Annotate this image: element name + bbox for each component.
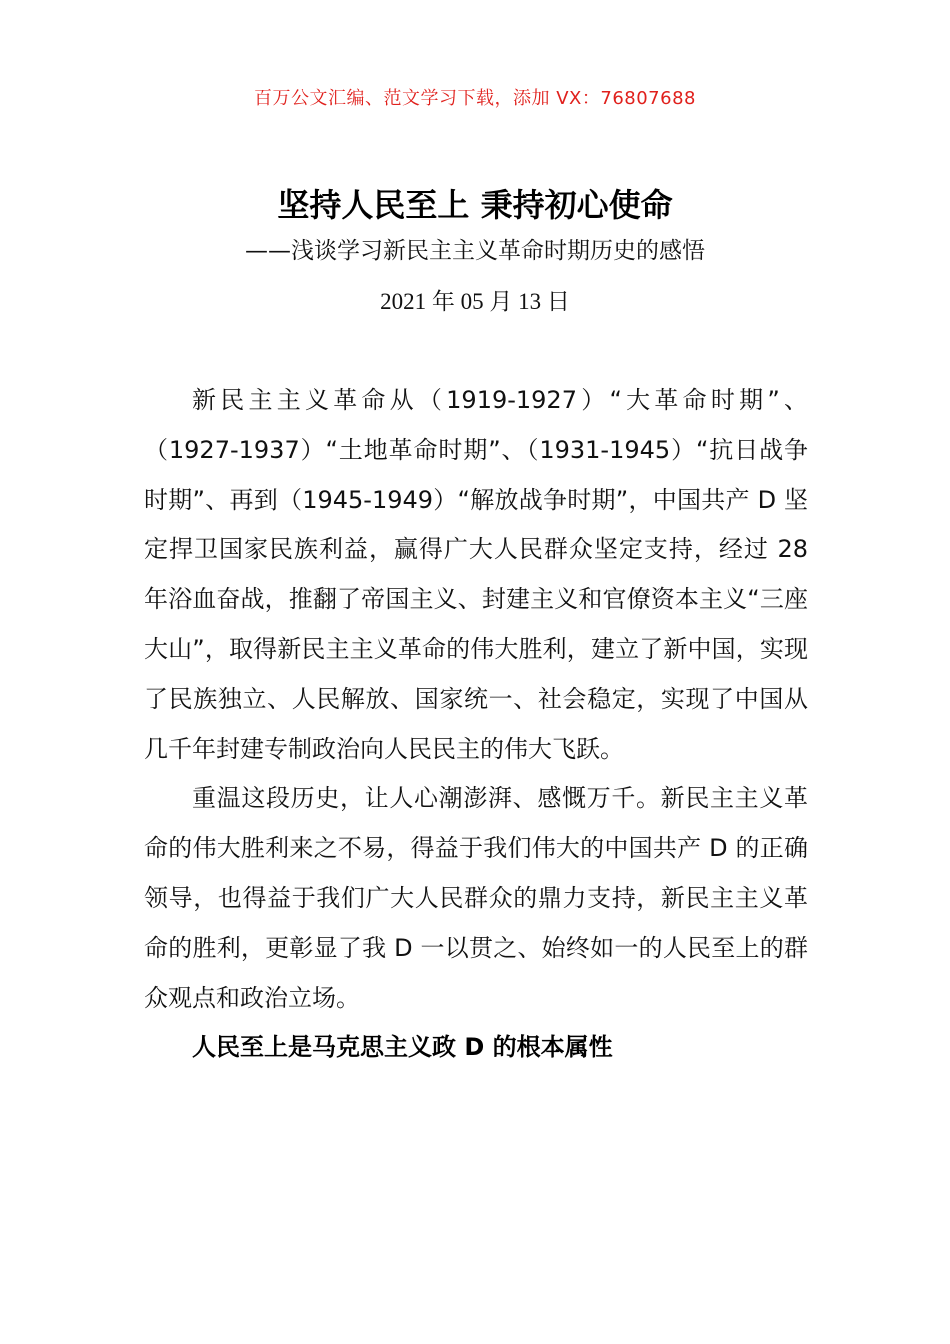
document-date: 2021 年 05 月 13 日 — [380, 289, 570, 314]
document-subtitle: ——浅谈学习新民主主义革命时期历史的感悟 — [245, 238, 705, 264]
document-body — [144, 376, 808, 1073]
header-note: 百万公文汇编、范文学习下载，添加 VX：76807688 — [254, 88, 696, 109]
section-heading: 人民至上是马克思主义政 D 的根本属性 — [192, 1033, 613, 1062]
document-title: 坚持人民至上 秉持初心使命 — [277, 186, 673, 224]
paragraph-2: 重温这段历史，让人心潮澎湃、感慨万千。新民主主义革命的伟大胜利来之不易，得益于我们伟大的中国共产 D 的正确领导，也得益于我们广大人民群众的鼎力支持，新民主主义革命的胜利，更彰显了我 D 一以贯之、始终如一的人民至上的群众观点和政治立场。 — [144, 784, 808, 1012]
paragraph-1: 新民主主义革命从（1919-1927）“大革命时期”、（1927-1937）“土地革命时期”、（1931-1945）“抗日战争时期”、再到（1945-1949）“解放战争时期”，中国共产 D 坚定捍卫国家民族利益，赢得广大人民群众坚定支持，经过 28 年浴血奋战，推翻了帝国主义、封建主义和官僚资本主义“三座大山”，取得新民主主义革命的伟大胜利，建立了新中国，实现了民族独立、人民解放、国家统一、社会稳定，实现了中国从几千年封建专制政治向人民民主的伟大飞跃。 — [144, 386, 808, 763]
